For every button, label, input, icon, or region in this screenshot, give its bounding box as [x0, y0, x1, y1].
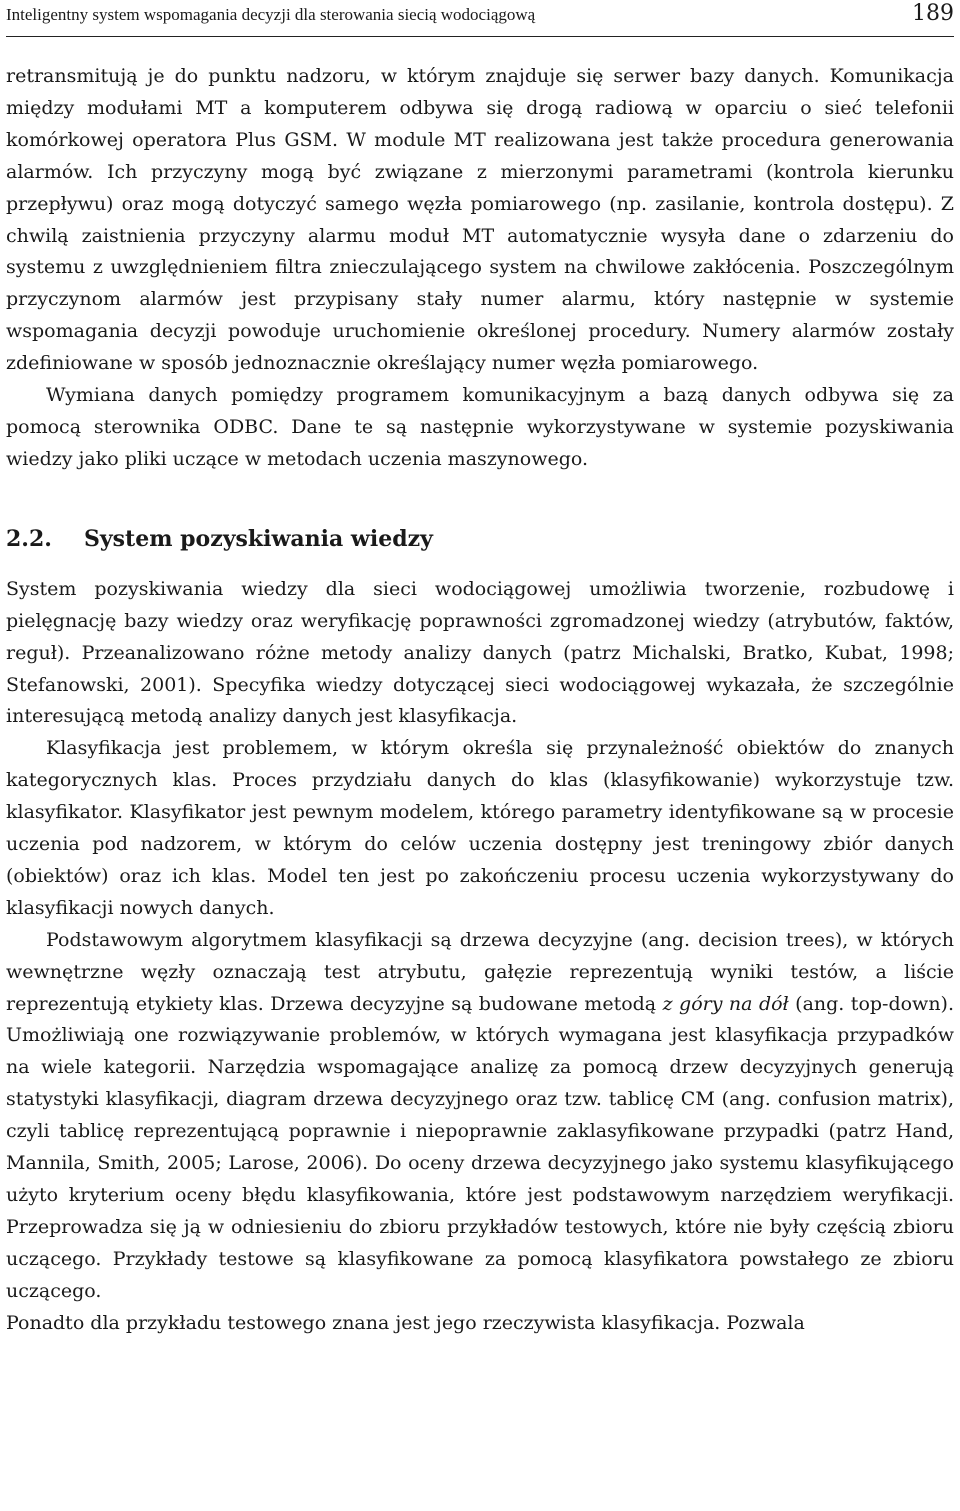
section-number: 2.2. [6, 525, 52, 552]
italic-phrase: z góry na dół [662, 992, 789, 1015]
running-header-title: Inteligentny system wspomagania decyzji dla sterowania siecią wodociągową [6, 5, 536, 24]
section-heading [6, 522, 954, 556]
paragraph: retransmitują je do punktu nadzoru, w którym znajduje się serwer bazy danych. Komunikacja między modułami MT a komputerem odbywa się drogą radiową w oparciu o sieć telefonii komórkowej operatora Plus GSM. W module MT realizowana jest także procedura generowania alarmów. Ich przyczyny mogą być związane z mierzonymi parametrami (kontrola kierunku przepływu) oraz mogą dotyczyć samego węzła pomiarowego (np. zasilanie, kontrola dostępu). Z chwilą zaistnienia przyczyny alarmu moduł MT automatycznie wysyła dane o zdarzeniu do systemu z uwzględnieniem filtra znieczulającego system na chwilowe zakłócenia. Poszczególnym przyczynom alarmów jest przypisany stały numer alarmu, który następnie w systemie wspomagania decyzji powoduje uruchomienie określonej procedury. Numery alarmów zostały zdefiniowane w sposób jednoznacznie określający numer węzła pomiarowego. [6, 65, 954, 375]
paragraph-text: (ang. top-down). Umożliwiają one rozwiązywanie problemów, w których wymagana jest klasyfikacja przypadków na wiele kategorii. Narzędzia wspomagające analizę za pomocą drzew decyzyjnych generują statystyki klasyfikacji, diagram drzewa decyzyjnego oraz tzw. tablicę CM (ang. confusion matrix), czyli tablicę reprezentującą poprawnie i niepoprawnie zaklasyfikowane przypadki (patrz Hand, Mannila, Smith, 2005; Larose, 2006). Do oceny drzewa decyzyjnego jako systemu klasyfikującego użyto kryterium oceny błędu klasyfikowania, które jest podstawowym narzędziem weryfikacji. Przeprowadza się ją w odniesieniu do zbioru przykładów testowych, które nie były częścią zbioru uczącego. Przykłady testowe są klasyfikowane za pomocą klasyfikatora powstałego ze zbioru uczącego. [6, 992, 955, 1302]
paragraph-text: Podstawowym algorytmem klasyfikacji są drzewa decyzyjne (ang. decision trees), w których wewnętrzne węzły oznaczają test atrybutu, gałęzie reprezentują wyniki testów, a liście reprezentują etykiety klas. Drzewa decyzyjne są budowane metodą [6, 928, 954, 1015]
page-number: 189 [912, 1, 954, 26]
paragraph [6, 925, 954, 1308]
document-page [6, 0, 954, 1338]
paragraph: System pozyskiwania wiedzy dla sieci wodociągowej umożliwia tworzenie, rozbudowę i pielęgnację bazy wiedzy oraz weryfikację poprawności zgromadzonej wiedzy (atrybutów, faktów, reguł). Przeanalizowano różne metody analizy danych (patrz Michalski, Bratko, Kubat, 1998; Stefanowski, 2001). Specyfika wiedzy dotyczącej sieci wodociągowej wykazała, że szczególnie interesującą metodą analizy danych jest klasyfikacja. [6, 577, 954, 728]
paragraph: Klasyfikacja jest problemem, w którym określa się przynależność obiektów do znanych kategorycznych klas. Proces przydziału danych do klas (klasyfikowanie) wykorzystuje tzw. klasyfikator. Klasyfikator jest pewnym modelem, którego parametry identyfikowane są w procesie uczenia pod nadzorem, w którym do celów uczenia dostępny jest treningowy zbiór danych (obiektów) oraz ich klas. Model ten jest po zakończeniu procesu uczenia wykorzystywany do klasyfikacji nowych danych. [6, 737, 954, 919]
section-title: System pozyskiwania wiedzy [84, 525, 433, 552]
truncated-line: Ponadto dla przykładu testowego znana jest jego rzeczywista klasyfikacja. Pozwala [6, 1311, 805, 1334]
running-header [6, 0, 954, 37]
paragraph: Wymiana danych pomiędzy programem komunikacyjnym a bazą danych odbywa się za pomocą sterownika ODBC. Dane te są następnie wykorzystywane w systemie pozyskiwania wiedzy jako pliki uczące w metodach uczenia maszynowego. [6, 384, 954, 470]
